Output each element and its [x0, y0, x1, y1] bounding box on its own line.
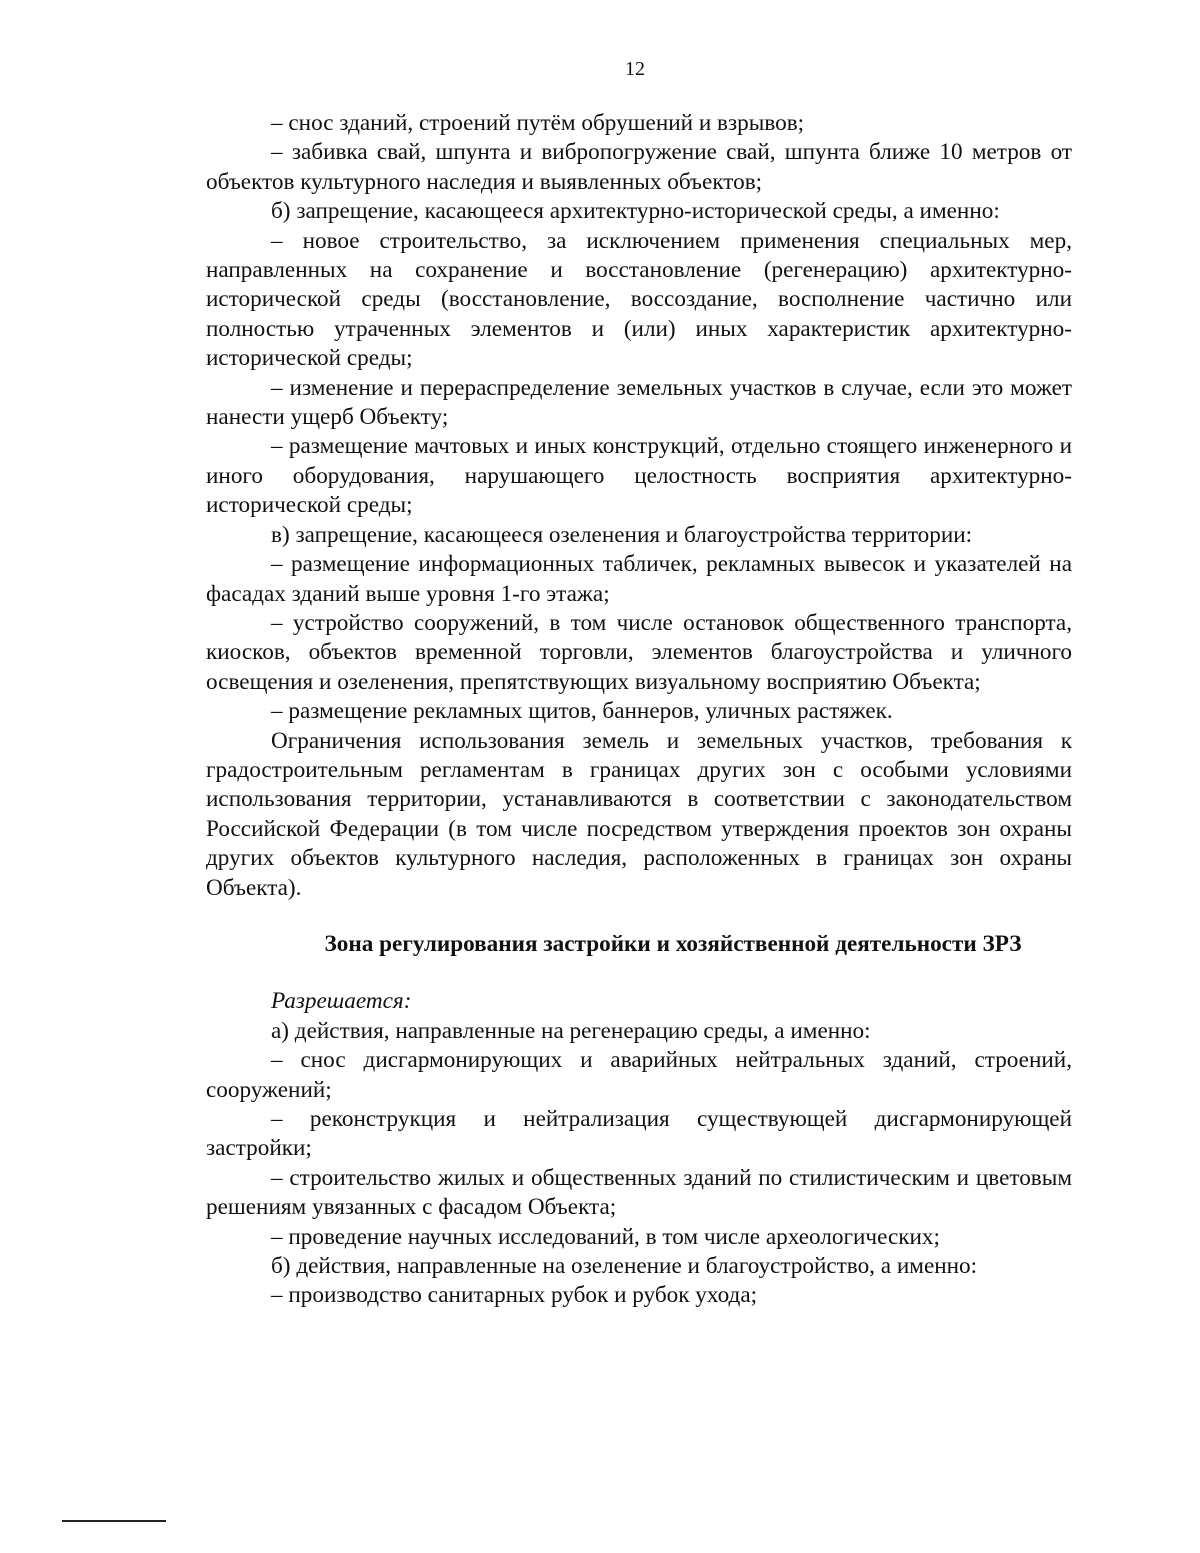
paragraph: – размещение рекламных щитов, баннеров, уличных растяжек.: [271, 698, 893, 725]
section-heading: Зона регулирования застройки и хозяйственной деятельности ЗРЗ: [324, 930, 1022, 957]
paragraph: – снос зданий, строений путём обрушений и взрывов;: [271, 110, 805, 136]
section-paragraph: – снос дисгармонирующих и аварийных нейтральных зданий, строений, сооружений;: [206, 1047, 1072, 1103]
paragraph: – размещение мачтовых и иных конструкций, отдельно стоящего инженерного и иного оборудования, нарушающего целостность восприятия архитектурно-исторической среды;: [206, 433, 1072, 519]
paragraph: б) запрещение, касающееся архитектурно-исторической среды, а именно:: [271, 198, 1000, 225]
footer-rule: [62, 1520, 166, 1522]
paragraph: Ограничения использования земель и земельных участков, требования к градостроительным регламентам в границах других зон с особыми условиями использования территории, устанавливаются в соответствии с законодательством Российской Федерации (в том числе посредством утверждения проектов зон охраны других объектов культурного наследия, расположенных в границах зон охраны Объекта).: [206, 727, 1072, 901]
paragraph: – изменение и перераспределение земельных участков в случае, если это может нанести ущерб Объекту;: [206, 374, 1072, 431]
section-paragraph: – производство санитарных рубок и рубок ухода;: [271, 1282, 758, 1309]
section-paragraph: а) действия, направленные на регенерацию среды, а именно:: [271, 1017, 871, 1044]
spacer: [206, 903, 1072, 930]
paragraph: – забивка свай, шпунта и вибропогружение свай, шпунта ближе 10 метров от объектов культурного наследия и выявленных объектов;: [206, 139, 1072, 195]
section-paragraph: – реконструкция и нейтрализация существующей дисгармонирующей застройки;: [206, 1106, 1072, 1162]
section-paragraph: – строительство жилых и общественных зданий по стилистическим и цветовым решениям увязанных с фасадом Объекта;: [206, 1164, 1072, 1221]
paragraph: в) запрещение, касающееся озеленения и благоустройства территории:: [271, 521, 973, 548]
page-number: 12: [625, 58, 645, 80]
allowed-label: Разрешается:: [271, 988, 412, 1015]
paragraph: – устройство сооружений, в том числе остановок общественного транспорта, киосков, объектов временной торговли, элементов благоустройства и уличного освещения и озеленения, препятствующих визуальному восприятию Объекта;: [206, 609, 1072, 695]
spacer: [206, 959, 1072, 987]
section-paragraph: б) действия, направленные на озеленение и благоустройство, а именно:: [271, 1253, 978, 1280]
section-paragraph: – проведение научных исследований, в том числе археологических;: [271, 1223, 940, 1250]
paragraph: – новое строительство, за исключением применения специальных мер, направленных на сохранение и восстановление (регенерацию) архитектурно-исторической среды (восстановление, воссоздание, восполнение частично или полностью утраченных элементов и (или) иных характеристик архитектурно-исторической среды;: [206, 227, 1072, 372]
paragraph: – размещение информационных табличек, рекламных вывесок и указателей на фасадах зданий выше уровня 1-го этажа;: [206, 551, 1072, 607]
document-body: [206, 109, 1072, 1311]
